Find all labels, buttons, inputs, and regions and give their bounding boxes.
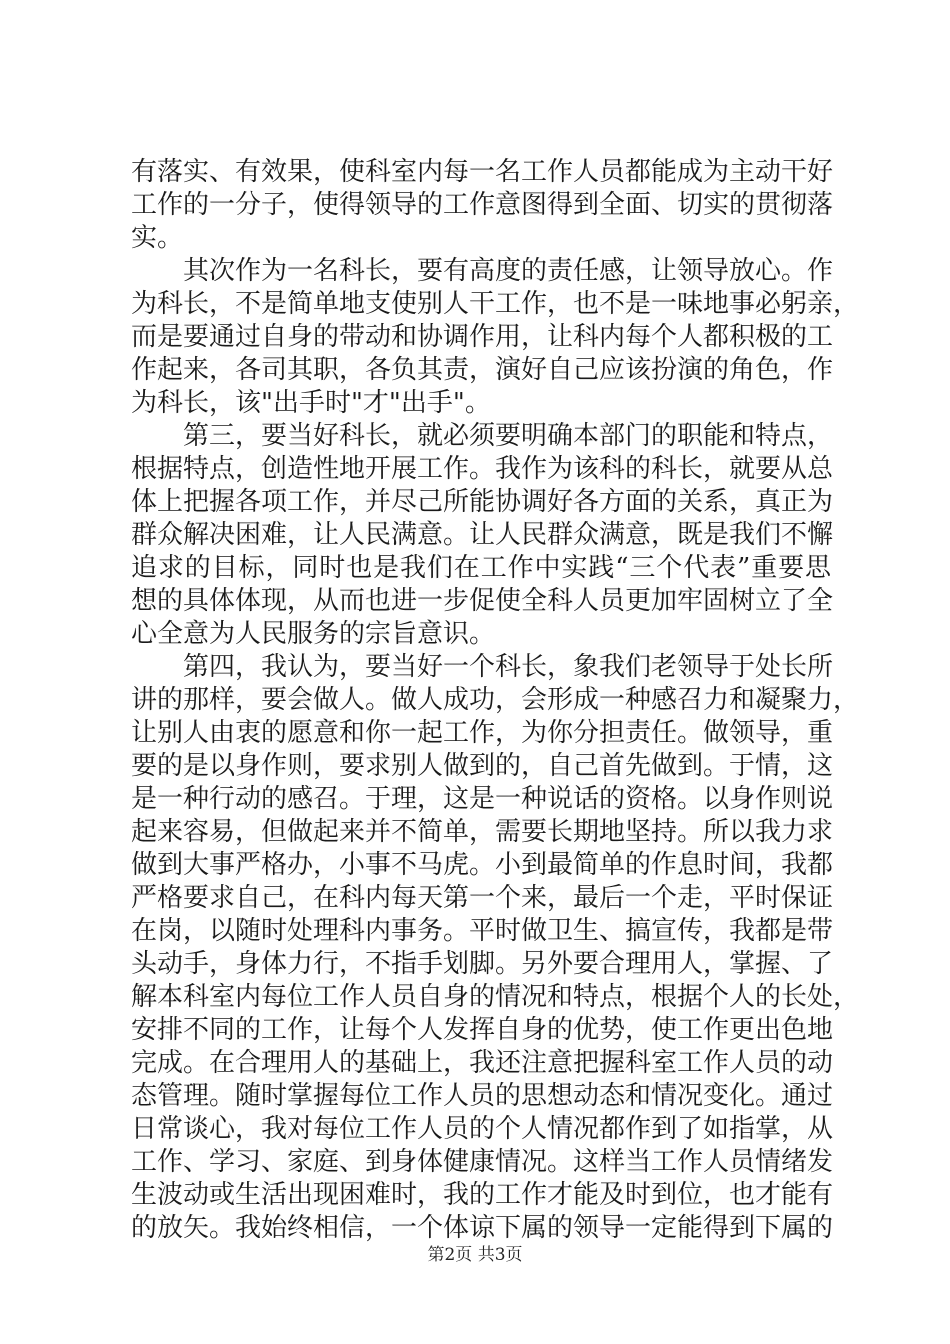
text-line: 群众解决困难，让人民满意。让人民群众满意，既是我们不懈 — [131, 520, 834, 550]
text-line: 讲的那样，要会做人。做人成功，会形成一种感召力和凝聚力， — [131, 685, 860, 715]
text-line: 要的是以身作则，要求别人做到的，自己首先做到。于情，这 — [131, 751, 834, 781]
text-line: 的放矢。我始终相信，一个体谅下属的领导一定能得到下属的 — [131, 1213, 834, 1243]
text-line: 工作的一分子，使得领导的工作意图得到全面、切实的贯彻落 — [131, 190, 834, 220]
text-line: 严格要求自己，在科内每天第一个来，最后一个走，平时保证 — [131, 883, 834, 913]
text-line: 有落实、有效果，使科室内每一名工作人员都能成为主动干好 — [131, 157, 834, 187]
text-line: 追求的目标，同时也是我们在工作中实践“三个代表”重要思 — [131, 553, 831, 583]
text-line: 在岗，以随时处理科内事务。平时做卫生、搞宣传，我都是带 — [131, 916, 834, 946]
paragraph — [131, 651, 860, 1245]
text-line: 根据特点，创造性地开展工作。我作为该科的科长，就要从总 — [131, 454, 834, 484]
text-line: 解本科室内每位工作人员自身的情况和特点，根据个人的长处， — [131, 982, 860, 1012]
text-line: 生波动或生活出现困难时，我的工作才能及时到位，也才能有 — [131, 1180, 834, 1210]
text-line: 第三，要当好科长，就必须要明确本部门的职能和特点， — [183, 421, 834, 451]
paragraph — [131, 420, 834, 651]
text-line: 体上把握各项工作，并尽己所能协调好各方面的关系，真正为 — [131, 487, 834, 517]
text-line: 做到大事严格办，小事不马虎。小到最简单的作息时间，我都 — [131, 850, 834, 880]
text-line: 头动手，身体力行，不指手划脚。另外要合理用人，掌握、了 — [131, 949, 834, 979]
text-line: 起来容易，但做起来并不简单，需要长期地坚持。所以我力求 — [131, 817, 834, 847]
text-line: 心全意为人民服务的宗旨意识。 — [131, 619, 496, 649]
text-line: 是一种行动的感召。于理，这是一种说话的资格。以身作则说 — [131, 784, 834, 814]
text-line: 实。 — [131, 223, 184, 253]
text-line: 完成。在合理用人的基础上，我还注意把握科室工作人员的动 — [131, 1048, 834, 1078]
text-line: 为科长，不是简单地支使别人干工作，也不是一味地事必躬亲， — [131, 289, 860, 319]
page-footer: 第2页 共3页 — [427, 1245, 523, 1265]
document-body — [131, 156, 860, 1245]
text-line: 态管理。随时掌握每位工作人员的思想动态和情况变化。通过 — [131, 1081, 834, 1111]
text-line: 第四，我认为，要当好一个科长，象我们老领导于处长所 — [183, 652, 834, 682]
text-line: 工作、学习、家庭、到身体健康情况。这样当工作人员情绪发 — [131, 1147, 834, 1177]
text-line: 想的具体体现，从而也进一步促使全科人员更加牢固树立了全 — [131, 586, 834, 616]
text-line: 日常谈心，我对每位工作人员的个人情况都作到了如指掌，从 — [131, 1114, 834, 1144]
text-line: 其次作为一名科长，要有高度的责任感，让领导放心。作 — [183, 256, 834, 286]
paragraph — [131, 255, 860, 420]
text-line: 而是要通过自身的带动和协调作用，让科内每个人都积极的工 — [131, 322, 834, 352]
text-line: 作起来，各司其职，各负其责，演好自己应该扮演的角色，作 — [131, 355, 834, 385]
text-line: 让别人由衷的愿意和你一起工作，为你分担责任。做领导，重 — [131, 718, 834, 748]
text-line: 安排不同的工作，让每个人发挥自身的优势，使工作更出色地 — [131, 1015, 834, 1045]
paragraph — [131, 156, 834, 255]
text-line: 为科长，该"出手时"才"出手"。 — [131, 388, 491, 418]
